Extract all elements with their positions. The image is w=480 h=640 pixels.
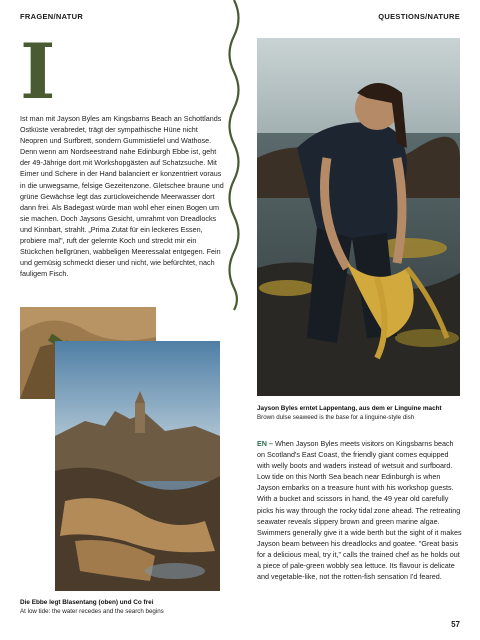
drop-cap: I [20,27,56,116]
caption-main-photo [257,404,467,422]
photo-low-tide-coast [55,341,220,591]
section-label-en: QUESTIONS/NATURE [378,12,460,21]
page-number: 57 [451,620,460,629]
caption-main-de: Jayson Byles erntet Lappentang, aus dem er Linguine macht [257,405,442,412]
en-language-label: EN – [257,439,273,448]
section-label-de: FRAGEN/NATUR [20,12,84,21]
photo-jayson-harvesting-seaweed [257,38,460,396]
caption-left-de: Die Ebbe legt Blasentang (oben) und Co frei [20,599,154,606]
article-body-en-text: When Jayson Byles meets visitors on Kingsbarns beach on Scotland's East Coast, the friendly giant comes equipped with welly boots and waders instead of wetsuit and surfboard. Low tide on this North Sea beach near Edinburgh is when Jayson embarks on a treasure hunt with his workshop guests. With a bucket and scissors in hand, the 49 year old carefully picks his way through the rocky tidal zone ahead. The retreating seawater reveals slippery brown and green marine algae. Swimmers generally give it a wide berth but the sight of it makes Jayson beam between his dreadlocks and goatee. "Great basis for a delicious meal, try it," calls the trained chef as he holds out a piece of pale-green wobbly sea lettuce. Its flavour is delicate and vegetable-like, not the rotten-fish sensation I'd feared. [257,439,462,582]
caption-main-en: Brown dulse seaweed is the base for a linguine-style dish [257,414,415,421]
article-body-de: Ist man mit Jayson Byles am Kingsbarns Beach an Schottlands Ostküste verabredet, trägt der sympathische Hüne nicht Neopren und Surfbrett, sondern Gummistiefel und Wathose. Denn wenn am Nordseestrand nahe Edinburgh Ebbe ist, geht der 49-Jährige dort mit Workshopgästen auf Schatzsuche. Mit Eimer und Schere in der Hand balanciert er konzentriert voraus in die unwegsame, felsige Gezeitenzone. Gletschee braune und grüne Gewächse legt das zurückweichende Meerwasser dort dann frei. Als Badegast würde man wohl eher einen Bogen um sie machen. Doch Jaysons Gesicht, umrahmt von Dreadlocks und Kinnbart, strahlt. „Prima Zutat für ein leckeres Essen, probiere mal", ruft der gelernte Koch und streckt mir ein Stückchen hellgrünen, wabbeligen Meeressalat entgegen. Fein und gemüsig schmeckt dieser und nicht, wie befürchtet, nach fauligem Fisch. [20,114,224,279]
decorative-wave-divider [226,0,242,310]
caption-left-en: At low tide: the water recedes and the search begins [20,608,164,615]
caption-left-photos [20,598,230,616]
article-body-en [257,438,463,582]
